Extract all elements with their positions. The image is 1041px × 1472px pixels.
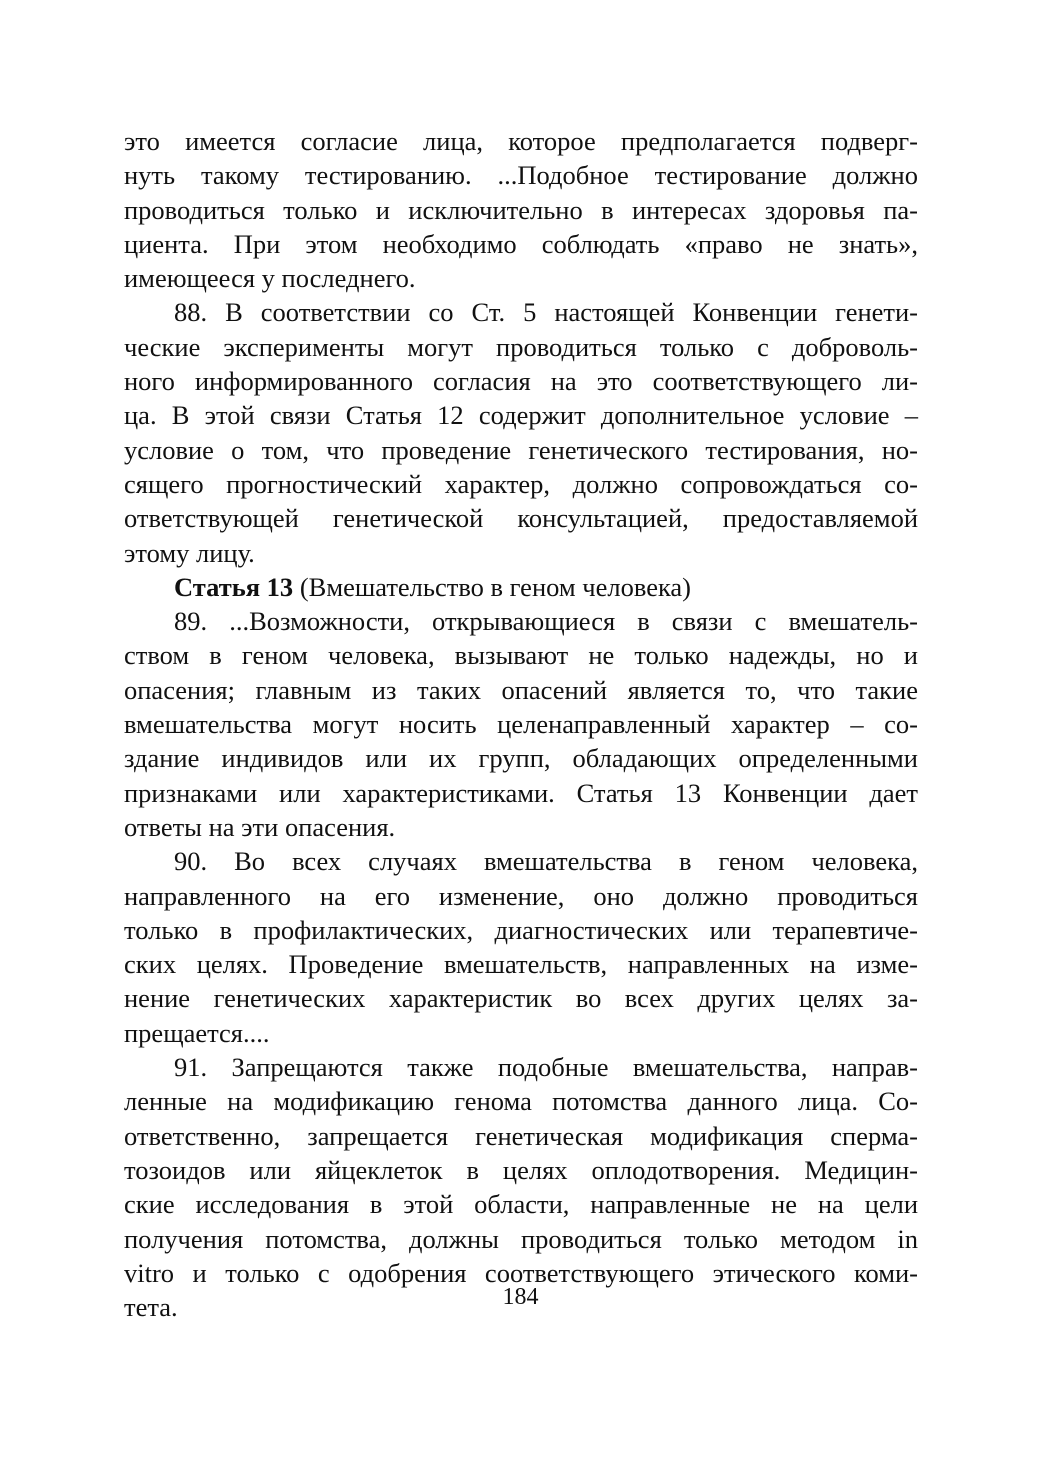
text-line: 91. Запрещаются также подобные вмешательства, направ-: [174, 1052, 918, 1083]
page-number: 184: [502, 1284, 539, 1310]
text-line: условие о том, что проведение генетического тестирования, но-: [124, 434, 918, 465]
paragraph-continuation: [124, 124, 918, 295]
article-heading: [124, 570, 918, 604]
text-line: 89. ...Возможности, открывающиеся в связи с вмешатель-: [174, 606, 918, 637]
text-line: ответственно, запрещается генетическая модификация сперма-: [124, 1120, 918, 1151]
text-line: 90. Во всех случаях вмешательства в геном человека,: [174, 846, 918, 877]
text-line: опасения; главным из таких опасений является то, что такие: [124, 674, 918, 705]
text-line: ленные на модификацию генома потомства данного лица. Со-: [124, 1086, 918, 1117]
text-line: имеющееся у последнего.: [124, 263, 416, 294]
article-number: Статья 13: [174, 571, 294, 602]
text-line: ного информированного согласия на это соответствующего ли-: [124, 366, 918, 397]
text-line: этому лицу.: [124, 537, 255, 568]
paragraph-90: [124, 844, 918, 1050]
text-line: получения потомства, должны проводиться только методом in: [124, 1223, 918, 1254]
text-line: ческие эксперименты могут проводиться только с доброволь-: [124, 331, 918, 362]
text-line: нение генетических характеристик во всех других целях за-: [124, 983, 918, 1014]
text-line: проводиться только и исключительно в интересах здоровья па-: [124, 194, 918, 225]
text-line: прещается....: [124, 1017, 270, 1048]
text-line: ством в геном человека, вызывают не только надежды, но и: [124, 640, 918, 671]
text-line: это имеется согласие лица, которое предполагается подверг-: [124, 126, 918, 156]
text-line: ответствующей генетической консультацией, предоставляемой: [124, 503, 918, 534]
text-line: только в профилактических, диагностических или терапевтиче-: [124, 914, 918, 945]
text-line: ские исследования в этой области, направленные не на цели: [124, 1189, 918, 1220]
paragraph-88: [124, 295, 918, 569]
text-line: ца. В этой связи Статья 12 содержит дополнительное условие –: [124, 400, 918, 431]
text-line: здание индивидов или их групп, обладающих определенными: [124, 743, 918, 774]
text-line: направленного на его изменение, оно должно проводиться: [124, 880, 918, 911]
paragraph-89: [124, 604, 918, 844]
text-line: нуть такому тестированию. ...Подобное тестирование должно: [124, 160, 918, 191]
article-title: (Вмешательство в геном человека): [293, 571, 692, 602]
text-line: сящего прогностический характер, должно сопровождаться со-: [124, 468, 918, 499]
text-line: тозоидов или яйцеклеток в целях оплодотворения. Медицин-: [124, 1154, 918, 1185]
text-line: вмешательства могут носить целенаправленный характер – со-: [124, 709, 918, 740]
text-line: ских целях. Проведение вмешательств, направленных на изме-: [124, 949, 918, 980]
text-line: 88. В соответствии со Ст. 5 настоящей Конвенции генети-: [174, 297, 918, 328]
text-line: признаками или характеристиками. Статья 13 Конвенции дает: [124, 777, 918, 808]
page-body: [124, 124, 918, 1324]
text-line: циента. При этом необходимо соблюдать «право не знать»,: [124, 228, 918, 259]
text-line: тета.: [124, 1292, 178, 1323]
text-line: ответы на эти опасения.: [124, 811, 396, 842]
text-line: vitro и только с одобрения соответствующего этического коми-: [124, 1257, 918, 1288]
